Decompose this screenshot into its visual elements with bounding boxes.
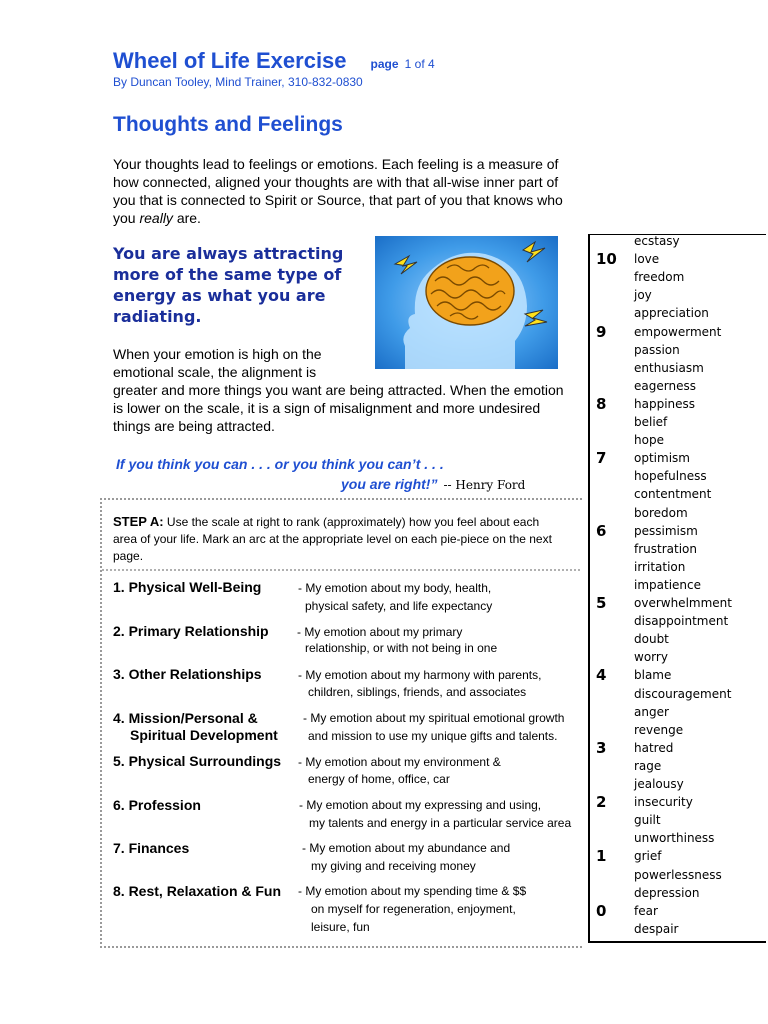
intro-emphasis: really — [139, 210, 173, 226]
area-desc: - My emotion about my harmony with parents, — [298, 668, 542, 682]
scale-number: 10 — [596, 250, 617, 269]
scale-emotion: passion — [634, 342, 680, 357]
intro-paragraph — [113, 155, 568, 227]
scale-emotion: love — [634, 252, 660, 267]
scale-emotion: hope — [634, 433, 664, 448]
scale-emotion: pessimism — [634, 523, 698, 538]
scale-emotion: freedom — [634, 270, 685, 285]
section-title: Thoughts and Feelings — [113, 113, 343, 136]
area-desc: relationship, or with not being in one — [305, 641, 498, 655]
area-desc: leisure, fun — [311, 920, 370, 934]
scale-emotion: fear — [634, 903, 658, 918]
scale-emotion: empowerment — [634, 324, 722, 339]
page-number: 1 of 4 — [404, 57, 435, 71]
scale-emotion: powerlessness — [634, 867, 722, 882]
scale-emotion: overwhelmment — [634, 596, 732, 610]
scale-emotion: worry — [634, 650, 668, 665]
scale-emotion: rage — [634, 758, 662, 773]
quote-line — [341, 476, 525, 492]
scale-emotion: guilt — [634, 813, 661, 828]
scale-emotion: depression — [634, 885, 700, 900]
area-desc: - My emotion about my expressing and using, — [299, 798, 542, 812]
scale-emotion: ecstasy — [634, 234, 680, 248]
scale-emotion: impatience — [634, 577, 702, 592]
scale-number: 1 — [596, 847, 607, 866]
area-desc: and mission to use my unique gifts and talents. — [308, 729, 558, 743]
step-a-instructions — [113, 513, 563, 565]
callout-line: energy as what you are — [113, 286, 326, 305]
intro-text-end: are. — [172, 210, 201, 226]
area-desc: my giving and receiving money — [311, 859, 476, 873]
area-desc: - My emotion about my abundance and — [302, 841, 511, 855]
scale-number: 4 — [596, 666, 607, 685]
scale-emotion: doubt — [634, 632, 669, 647]
area-title-rest: 8. Rest, Relaxation & Fun — [113, 883, 282, 899]
step-a-text: Use the scale at right to rank (approximately) how you feel about each area of your life. Mark an arc at the appropriate level on each pie-piece on the next page. — [113, 515, 552, 563]
scale-emotion: hopefulness — [634, 469, 707, 484]
area-desc: on myself for regeneration, enjoyment, — [311, 902, 516, 916]
scale-number: 9 — [596, 322, 607, 341]
scale-emotion: belief — [634, 415, 668, 429]
area-desc: physical safety, and life expectancy — [305, 599, 493, 613]
area-title-mission: 4. Mission/Personal & — [113, 710, 258, 726]
scale-emotion: insecurity — [634, 795, 693, 810]
scale-number: 2 — [596, 793, 607, 812]
scale-emotion: enthusiasm — [634, 360, 704, 375]
area-title-surroundings: 5. Physical Surroundings — [113, 753, 282, 769]
area-desc: - My emotion about my spending time & $$ — [298, 884, 527, 898]
area-desc: - My emotion about my environment & — [298, 755, 501, 769]
scale-emotion: frustration — [634, 541, 697, 556]
area-title-other-relationships: 3. Other Relationships — [113, 666, 262, 682]
area-title-finances: 7. Finances — [113, 840, 190, 856]
scale-emotion: revenge — [634, 722, 684, 737]
area-desc: - My emotion about my spiritual emotional growth — [303, 711, 565, 725]
scale-emotion: boredom — [634, 505, 688, 520]
area-desc: - My emotion about my primary — [297, 625, 463, 639]
document-title — [113, 48, 435, 74]
scale-emotion: irritation — [634, 559, 686, 574]
scale-emotion: happiness — [634, 396, 696, 411]
quote-attribution: -- Henry Ford — [443, 478, 526, 492]
title-text: Wheel of Life Exercise — [113, 48, 347, 73]
emotion-paragraph-end: greater and more things you want are being attracted. When the emotion is lower on the scale, it is a sign of misalignment and more undesired things are being attracted. — [113, 382, 564, 434]
area-title-physical: 1. Physical Well-Being — [113, 579, 262, 595]
area-desc: - My emotion about my body, health, — [298, 581, 492, 595]
scale-number: 0 — [596, 901, 607, 920]
area-desc: children, siblings, friends, and associates — [308, 685, 527, 699]
callout-line: You are always attracting — [113, 244, 344, 263]
scale-emotion: joy — [634, 288, 652, 303]
attraction-callout — [113, 243, 371, 327]
scale-number: 8 — [596, 394, 607, 413]
scale-emotion: anger — [634, 704, 669, 719]
scale-emotion: eagerness — [634, 378, 696, 393]
quote-text: you are right!” — [341, 476, 438, 492]
scale-emotion: jealousy — [634, 777, 684, 791]
scale-emotion: appreciation — [634, 306, 709, 321]
scale-emotion: contentment — [634, 487, 712, 502]
scale-emotion: optimism — [634, 451, 690, 466]
step-a-divider — [102, 569, 580, 571]
scale-emotion: despair — [634, 921, 679, 936]
area-desc: my talents and energy in a particular service area — [309, 816, 572, 830]
area-title-primary-relationship: 2. Primary Relationship — [113, 623, 269, 639]
scale-emotion: unworthiness — [634, 831, 715, 846]
page-label: page — [370, 57, 399, 71]
scale-emotion: discouragement — [634, 686, 732, 701]
scale-number: 7 — [596, 449, 607, 468]
callout-line: more of the same type of — [113, 265, 342, 284]
intro-text: Your thoughts lead to feelings or emotions. Each feeling is a measure of how connected, aligned your thoughts are with that all-wise inner part of you that is connected to Spirit or Source, that part of you that knows who you — [113, 156, 563, 226]
scale-emotion: disappointment — [634, 614, 729, 629]
step-a-label: STEP A: — [113, 514, 164, 529]
area-title-profession: 6. Profession — [113, 797, 201, 813]
scale-number: 5 — [596, 594, 607, 612]
emotion-paragraph-start: When your emotion is high on the emotional scale, the alignment is — [113, 346, 322, 380]
scale-emotion: grief — [634, 849, 662, 864]
scale-number: 3 — [596, 738, 607, 757]
quote-line: If you think you can . . . or you think you can’t . . . — [116, 456, 444, 472]
area-title-mission-cont: Spiritual Development — [130, 727, 278, 743]
scale-number: 6 — [596, 521, 607, 540]
scale-emotion: blame — [634, 668, 672, 683]
area-desc: energy of home, office, car — [308, 772, 450, 786]
byline: By Duncan Tooley, Mind Trainer, 310-832-0830 — [113, 75, 363, 89]
callout-line: radiating. — [113, 307, 202, 326]
scale-emotion: hatred — [634, 740, 674, 755]
brain-head-icon — [375, 236, 558, 369]
